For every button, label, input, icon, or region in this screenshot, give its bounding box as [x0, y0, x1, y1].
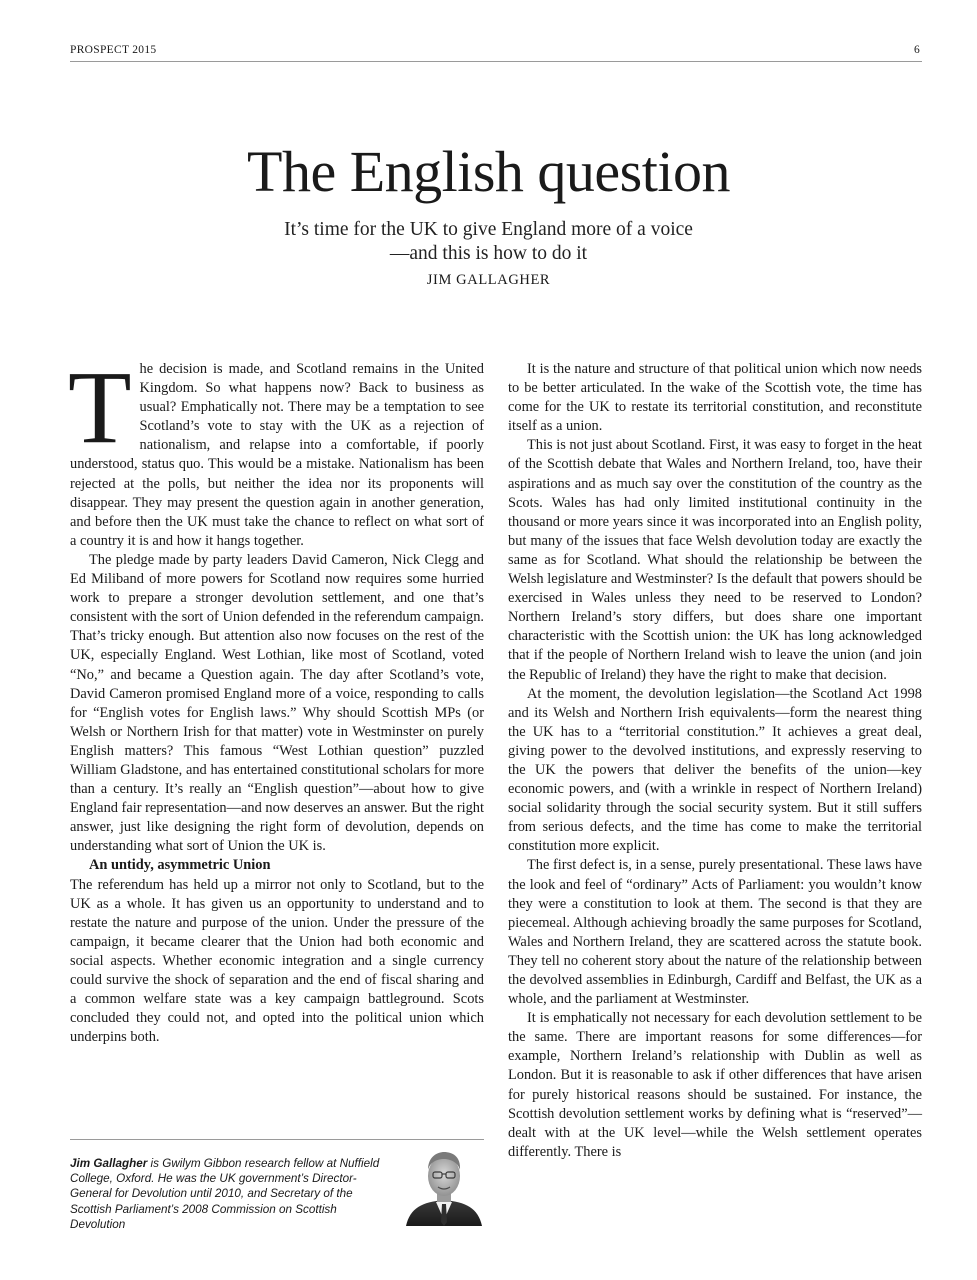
right-column [508, 360, 922, 1162]
page-number: 6 [913, 44, 920, 56]
body-paragraph [68, 350, 484, 551]
paragraph-text: he decision is made, and Scotland remains in the United Kingdom. So what happens now? Back to business as usual? Emphatically not. There may be a temptation to see Scotland’s vote to stay with the UK as a rejection of nationalism, and relapse into a comfortable, if poorly understood, status quo. This would be a mistake. Nationalism has been rejected at the polls, but neither the idea nor its proponents will disappear. They may present the question again in another generation, and before then the UK must take the chance to reflect on what sort of a country it is and how it hangs together. [70, 361, 484, 549]
section-heading: An untidy, asymmetric Union [89, 857, 271, 874]
body-paragraph: It is the nature and structure of that political union which now needs to be better articulated. In the wake of the Scottish vote, the time has come for the UK to restate its territorial constitution, and reconstitute itself as a union. [508, 361, 922, 435]
author-portrait [404, 1146, 484, 1226]
article-title: The English question [247, 139, 730, 204]
subtitle-line-2: —and this is how to do it [389, 243, 588, 264]
bio-author-name: Jim Gallagher [70, 1157, 148, 1170]
body-paragraph: The referendum has held up a mirror not only to Scotland, but to the UK as a whole. It has given us an opportunity to understand and to restate the nature and purpose of the union. Under the pressure of the campaign, it became clearer that the Union had both economic and social aspects. Whether economic integration and a single currency could survive the shock of separation and the end of fiscal sharing and a common welfare state was a key campaign battleground. Scots concluded they could not, and opted into the political union which underpins both. [70, 876, 484, 1046]
article-subtitle [0, 218, 977, 266]
bio-divider [70, 1139, 484, 1140]
body-paragraph: The pledge made by party leaders David Cameron, Nick Clegg and Ed Miliband of more powers for Scotland now requires some hurried work to prepare a stronger devolution settlement, and one that’s consistent with the sort of Union defended in the referendum campaign. That’s tricky enough. But attention also now focuses on the rest of the UK, especially England. West Lothian, like most of Scotland, voted “No,” and became a Question again. The day after Scotland’s vote, David Cameron promised England more of a voice, responding to calls for “English votes for English laws.” Why should Scottish MPs (or Welsh or Northern Irish for that matter) vote in Westminster on purely English matters? This famous “West Lothian question” puzzled William Gladstone, and has entertained constitutional scholars for more than a century. It’s really an “English question”—about how to give England fair representation—and now deserves an answer. But the right answer, just like designing the right form of devolution, depends on understanding what sort of Union the UK is. [70, 551, 485, 855]
subtitle-line-1: It’s time for the UK to give England more of a voice [284, 219, 693, 240]
publication-name: PROSPECT 2015 [70, 44, 157, 56]
body-paragraph: It is emphatically not necessary for each devolution settlement to be the same. There are important reasons for some differences—for example, Northern Ireland’s relationship with Dublin as well as London. But it is reasonable to ask if other differences that have arisen for purely historical reasons should be sustained. For instance, the Scottish devolution settlement works by defining what is “reserved”—dealt with at the UK level—while the Welsh settlement operates differently. There is [508, 1010, 922, 1160]
running-header [70, 40, 922, 62]
author-portrait-image [404, 1146, 484, 1226]
left-column [68, 350, 485, 1047]
bio-description: is Gwilym Gibbon research fellow at Nuffield College, Oxford. He was the UK government’s Director-General for Devolution until 2010, and Secretary of the Scottish Parliament’s 2008 Commission on Scottish Devolution [70, 1157, 380, 1231]
body-paragraph: At the moment, the devolution legislation—the Scotland Act 1998 and its Welsh and Northern Irish equivalents—form the nearest thing the UK has to a “territorial constitution.” It achieves a great deal, giving power to the devolved institutions, and expressly reserving to the UK the powers that deliver the benefits of the union—key economic powers, and (with a wrinkle in respect of Northern Ireland) social solidarity through the social security system. But it still suffers from serious defects, and the time has come to make the territorial constitution more explicit. [508, 685, 922, 855]
author-bio [70, 1156, 390, 1232]
body-paragraph: This is not just about Scotland. First, it was easy to forget in the heat of the Scottish debate that Wales and Northern Ireland, too, have their aspirations and as much say over the constitution of the country as the Scots. Wales has had only limited institutional continuity in the thousand or more years since it was incorporated into an English polity, but many of the issues that face Welsh devolution today are exactly the same as for Scotland. What should the relationship be between the Welsh legislature and Westminster? Is the default that powers should be exercised in Wales unless they need to be reserved to London? Northern Ireland’s story differs, but does share one important characteristic with the Scottish union: the UK has long acknowledged that if the people of Northern Ireland wish to leave the union (and join the Republic of Ireland) they have the right to make that decision. [508, 437, 922, 683]
author-byline: JIM GALLAGHER [426, 272, 551, 288]
drop-cap: T [68, 350, 132, 465]
body-paragraph: The first defect is, in a sense, purely presentational. These laws have the look and feel of “ordinary” Acts of Parliament: you wouldn’t know they were a constitution to look at them. The second is that they are piecemeal. Although achieving broadly the same purposes for Scotland, Wales and Northern Ireland, they are scattered across the statute book. They tell no coherent story about the nature of the relationship between the devolved assemblies in Edinburgh, Cardiff and Belfast, the UK as a whole, and the parliament at Westminster. [508, 857, 922, 1008]
